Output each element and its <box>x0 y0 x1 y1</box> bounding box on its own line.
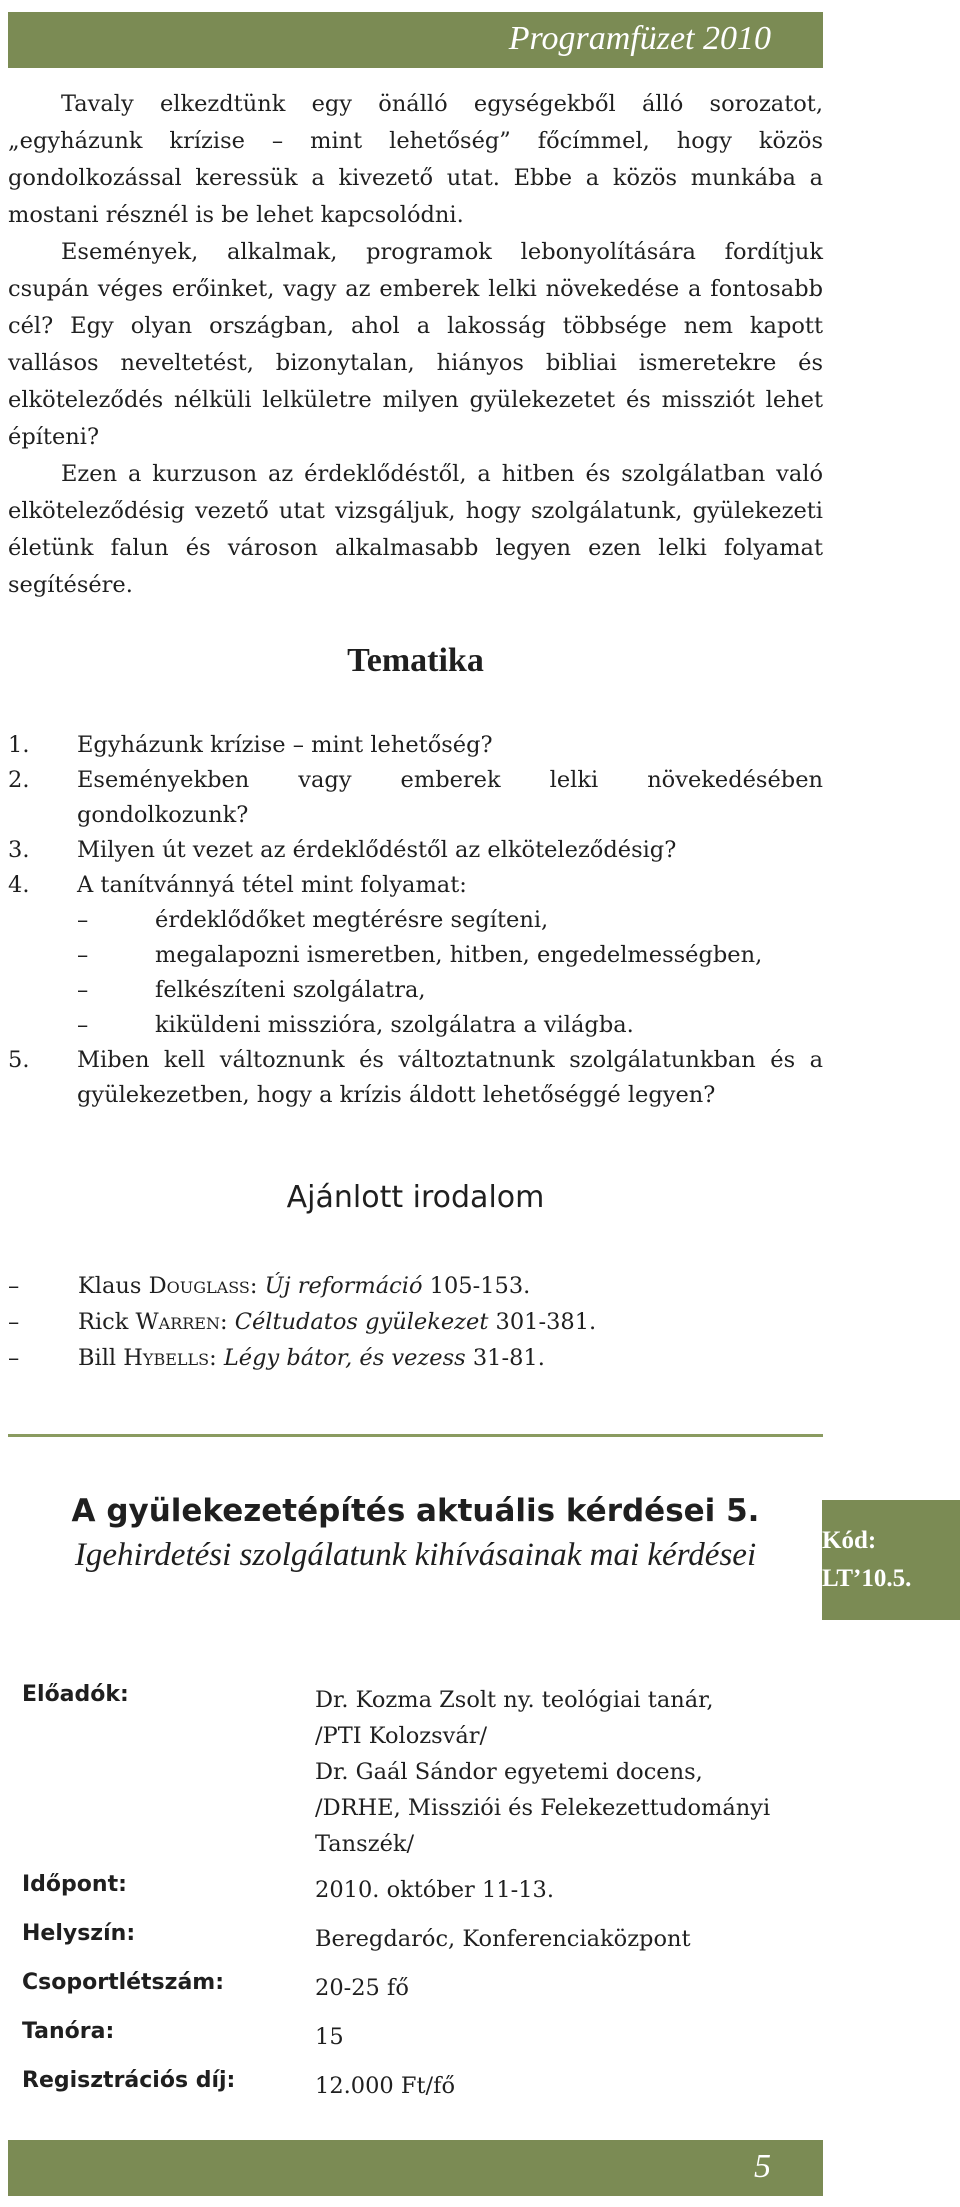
list-item-number: 5. <box>8 1047 30 1073</box>
list-item-text: A tanítvánnyá tétel mint folyamat: <box>77 872 467 898</box>
list-item-number: 1. <box>8 732 30 758</box>
presenters-label: Előadók: <box>22 1682 129 1707</box>
intro-paragraph: Események, alkalmak, programok lebonyolítására fordítjuk csupán véges erőinket, vagy az emberek lelki növekedése a fontosabb cél? Egy olyan országban, ahol a lakosság többsége nem kapott vallásos neveltetést, bizonytalan, hiányos bibliai ismeretekre és elköteleződés nélküli lelkületre milyen gyülekezetet és missziót lehet építeni? <box>8 239 823 450</box>
dash-bullet: – <box>8 1345 20 1371</box>
author-first-name: Klaus <box>78 1273 142 1299</box>
list-item-number: 2. <box>8 767 30 793</box>
dash-bullet: – <box>77 907 89 933</box>
book-pages: 31-81. <box>472 1345 545 1371</box>
intro-paragraph: Ezen a kurzuson az érdeklődéstől, a hitben és szolgálatban való elköteleződésig vezető utat vizsgáljuk, hogy szolgálatunk, gyülekezeti életünk falun és városon alkalmasabb legyen ezen lelki folyamat segítésére. <box>8 461 823 598</box>
book-title: Új reformáció <box>264 1273 423 1299</box>
tematika-list <box>8 728 823 1113</box>
dash-bullet: – <box>77 977 89 1003</box>
sub-item-text: kiküldeni misszióra, szolgálatra a világba. <box>155 1012 634 1038</box>
book-title: Légy bátor, és vezess <box>223 1345 466 1371</box>
presenters-value <box>315 1682 822 1862</box>
author-last-name: Hybells <box>123 1345 210 1371</box>
literature-item: – Bill Hybells: Légy bátor, és vezess 31-81. <box>8 1340 823 1376</box>
list-item <box>8 728 823 763</box>
sub-item-text: felkészíteni szolgálatra, <box>155 977 426 1003</box>
group-size-label: Csoportlétszám: <box>22 1970 225 1995</box>
hours-value: 15 <box>315 2024 344 2050</box>
course-code-label: Kód: <box>822 1527 877 1554</box>
literature-list <box>8 1268 823 1376</box>
list-item-text: Egyházunk krízise – mint lehetőség? <box>77 732 493 758</box>
place-label: Helyszín: <box>22 1921 136 1946</box>
author-last-name: Douglass <box>148 1273 250 1299</box>
list-item-text: Eseményekben vagy emberek lelki növekedésében gondolkozunk? <box>77 767 823 828</box>
info-row-hours <box>22 2019 822 2068</box>
presenter-line: Tanszék/ <box>315 1831 415 1857</box>
list-item <box>8 763 823 833</box>
course-code-value: LT’10.5. <box>822 1565 912 1592</box>
sub-item-text: megalapozni ismeretben, hitben, engedelmességben, <box>155 942 763 968</box>
list-item-number: 4. <box>8 872 30 898</box>
book-pages: 301-381. <box>495 1309 597 1335</box>
literature-item: – Rick Warren: Céltudatos gyülekezet 301-381. <box>8 1304 823 1340</box>
presenter-line: Dr. Kozma Zsolt ny. teológiai tanár, <box>315 1687 714 1713</box>
presenter-line: /DRHE, Missziói és Felekezettudományi <box>315 1795 771 1821</box>
dash-bullet: – <box>77 1012 89 1038</box>
date-value: 2010. október 11-13. <box>315 1877 554 1903</box>
sub-item <box>77 938 823 973</box>
author-first-name: Bill <box>78 1345 117 1371</box>
book-title: Céltudatos gyülekezet <box>234 1309 489 1335</box>
fee-label: Regisztrációs díj: <box>22 2068 236 2093</box>
sub-item <box>77 973 823 1008</box>
info-row-group <box>22 1970 822 2019</box>
header-title: Programfüzet 2010 <box>508 20 771 57</box>
group-size-value: 20-25 fő <box>315 1975 409 2001</box>
fee-value: 12.000 Ft/fő <box>315 2073 455 2099</box>
author-last-name: Warren <box>135 1309 220 1335</box>
info-row-date <box>22 1872 822 1921</box>
footer-band <box>8 2140 823 2196</box>
list-item <box>8 868 823 1043</box>
sub-item <box>77 1008 823 1043</box>
course-subtitle: Igehirdetési szolgálatunk kihívásainak mai kérdései <box>74 1537 757 1573</box>
literature-item: – Klaus Douglass: Új reformáció 105-153. <box>8 1268 823 1304</box>
section-divider <box>8 1434 823 1437</box>
hours-label: Tanóra: <box>22 2019 115 2044</box>
list-item-number: 3. <box>8 837 30 863</box>
dash-bullet: – <box>8 1273 20 1299</box>
course-title: A gyülekezetépítés aktuális kérdései 5. <box>71 1493 760 1529</box>
course-code-box <box>822 1500 960 1620</box>
dash-bullet: – <box>8 1309 20 1335</box>
info-row-presenters <box>22 1682 822 1872</box>
course-info <box>22 1682 822 2117</box>
tematika-heading: Tematika <box>347 642 484 679</box>
sub-item-text: érdeklődőket megtérésre segíteni, <box>155 907 549 933</box>
info-row-fee <box>22 2068 822 2117</box>
place-value: Beregdaróc, Konferenciaközpont <box>315 1926 691 1952</box>
date-label: Időpont: <box>22 1872 127 1897</box>
list-item <box>8 833 823 868</box>
presenter-line: Dr. Gaál Sándor egyetemi docens, <box>315 1759 703 1785</box>
intro-text <box>8 86 823 604</box>
list-item <box>8 1043 823 1113</box>
header-band <box>8 12 823 68</box>
dash-bullet: – <box>77 942 89 968</box>
info-row-place <box>22 1921 822 1970</box>
book-pages: 105-153. <box>429 1273 531 1299</box>
literature-heading: Ajánlott irodalom <box>286 1180 545 1215</box>
page-number: 5 <box>754 2148 771 2185</box>
list-item-text: Milyen út vezet az érdeklődéstől az elköteleződésig? <box>77 837 677 863</box>
author-first-name: Rick <box>78 1309 129 1335</box>
presenter-line: /PTI Kolozsvár/ <box>315 1723 488 1749</box>
list-item-text: Miben kell változnunk és változtatnunk szolgálatunkban és a gyülekezetben, hogy a krízis áldott lehetőséggé legyen? <box>77 1047 823 1108</box>
sub-item <box>77 903 823 938</box>
intro-paragraph: Tavaly elkezdtünk egy önálló egységekből álló sorozatot, „egyházunk krízise – mint lehetőség” főcímmel, hogy közös gondolkozással keressük a kivezető utat. Ebbe a közös munkába a mostani résznél is be lehet kapcsolódni. <box>8 91 823 228</box>
